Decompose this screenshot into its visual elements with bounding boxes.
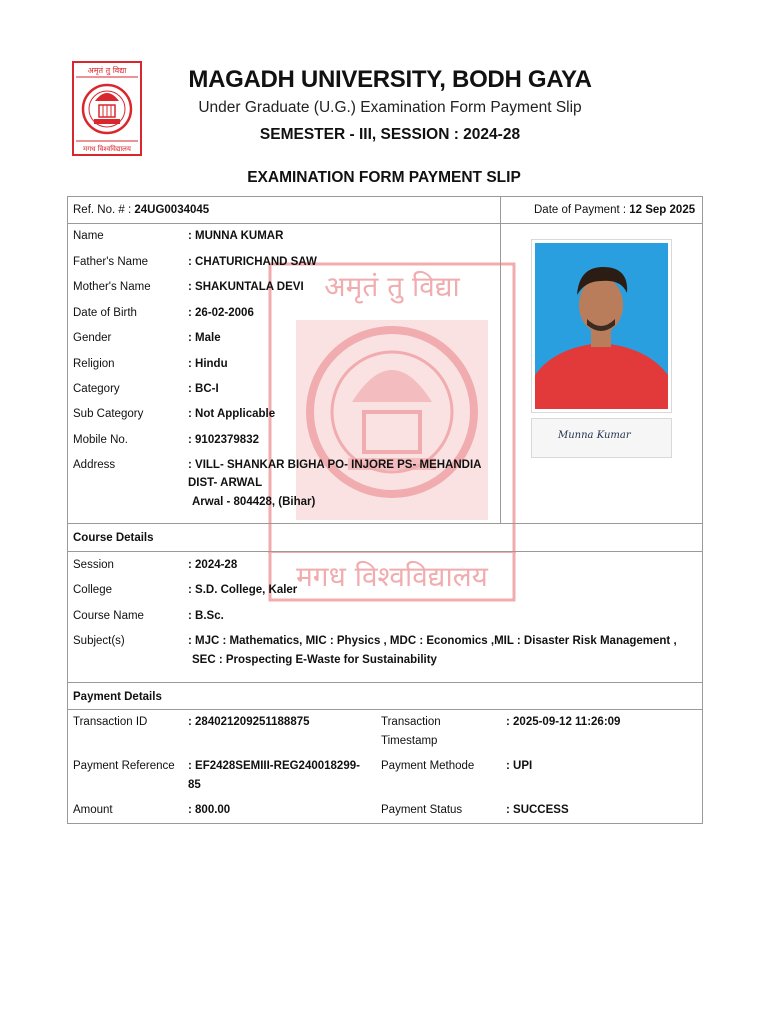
slip-title: EXAMINATION FORM PAYMENT SLIP bbox=[247, 169, 521, 186]
value-transaction-timestamp: : 2025-09-12 11:26:09 bbox=[506, 716, 621, 728]
label-course-name: Course Name bbox=[73, 610, 144, 622]
label-category: Category bbox=[73, 383, 120, 395]
value-name: : MUNNA KUMAR bbox=[188, 230, 284, 242]
signature-text: Munna Kumar bbox=[558, 430, 631, 441]
value-amount: : 800.00 bbox=[188, 804, 231, 816]
label-subjects: Subject(s) bbox=[73, 635, 125, 647]
payment-details-heading: Payment Details bbox=[73, 691, 162, 703]
value-subjects-line1: : MJC : Mathematics, MIC : Physics , MDC : Economics ,MIL : Disaster Risk Management , bbox=[188, 635, 677, 647]
row-divider bbox=[67, 709, 703, 710]
column-divider bbox=[500, 196, 501, 524]
row-divider bbox=[67, 551, 703, 552]
label-transaction-timestamp-2: Timestamp bbox=[381, 735, 438, 747]
value-payment-method: : UPI bbox=[506, 760, 533, 772]
label-name: Name bbox=[73, 230, 104, 242]
value-father-name: : CHATURICHAND SAW bbox=[188, 256, 317, 268]
university-name: MAGADH UNIVERSITY, BODH GAYA bbox=[188, 66, 592, 93]
label-session: Session bbox=[73, 559, 114, 571]
row-divider bbox=[67, 523, 703, 524]
label-transaction-timestamp-1: Transaction bbox=[381, 716, 441, 728]
payment-date: Date of Payment : 12 Sep 2025 bbox=[534, 204, 696, 216]
label-college: College bbox=[73, 584, 112, 596]
label-payment-reference: Payment Reference bbox=[73, 760, 175, 772]
label-dob: Date of Birth bbox=[73, 307, 137, 319]
university-logo bbox=[72, 61, 142, 156]
value-address-line3: Arwal - 804428, (Bihar) bbox=[192, 496, 316, 508]
value-session: : 2024-28 bbox=[188, 559, 238, 571]
value-address-line1: : VILL- SHANKAR BIGHA PO- INJORE PS- MEHANDIA bbox=[188, 459, 482, 471]
value-course-name: : B.Sc. bbox=[188, 610, 224, 622]
value-payment-reference-1: : EF2428SEMIII-REG240018299- bbox=[188, 760, 360, 772]
letterhead bbox=[160, 64, 620, 145]
value-payment-status: : SUCCESS bbox=[506, 804, 569, 816]
value-mother-name: : SHAKUNTALA DEVI bbox=[188, 281, 304, 293]
watermark-name: मगध विश्वविद्यालय bbox=[296, 560, 488, 593]
value-category: : BC-I bbox=[188, 383, 219, 395]
label-payment-status: Payment Status bbox=[381, 804, 463, 816]
label-mother-name: Mother's Name bbox=[73, 281, 151, 293]
value-college: : S.D. College, Kaler bbox=[188, 584, 298, 596]
value-religion: : Hindu bbox=[188, 358, 228, 370]
row-divider bbox=[67, 223, 703, 224]
value-mobile: : 9102379832 bbox=[188, 434, 259, 446]
photo-image bbox=[535, 243, 668, 409]
label-address: Address bbox=[73, 459, 116, 471]
form-subtitle: Under Graduate (U.G.) Examination Form Payment Slip bbox=[198, 99, 582, 116]
label-amount: Amount bbox=[73, 804, 113, 816]
label-sub-category: Sub Category bbox=[73, 408, 144, 420]
logo-name: मगध विश्वविद्यालय bbox=[83, 145, 131, 153]
value-payment-reference-2: 85 bbox=[188, 779, 201, 791]
row-divider bbox=[67, 682, 703, 683]
label-religion: Religion bbox=[73, 358, 115, 370]
value-address-line2: DIST- ARWAL bbox=[188, 477, 263, 489]
label-gender: Gender bbox=[73, 332, 112, 344]
semester-session: SEMESTER - III, SESSION : 2024-28 bbox=[259, 126, 521, 143]
value-sub-category: : Not Applicable bbox=[188, 408, 276, 420]
course-details-heading: Course Details bbox=[73, 532, 154, 544]
label-payment-method: Payment Methode bbox=[381, 760, 475, 772]
label-transaction-id: Transaction ID bbox=[73, 716, 148, 728]
candidate-signature bbox=[531, 418, 672, 458]
label-mobile: Mobile No. bbox=[73, 434, 128, 446]
watermark-motto: अमृतं तु विद्या bbox=[324, 270, 460, 303]
ref-no: Ref. No. # : 24UG0034045 bbox=[73, 204, 210, 216]
value-transaction-id: : 284021209251188875 bbox=[188, 716, 310, 728]
candidate-photo bbox=[531, 239, 672, 413]
value-gender: : Male bbox=[188, 332, 221, 344]
logo-motto: अमृतं तु विद्या bbox=[87, 66, 127, 75]
value-subjects-line2: SEC : Prospecting E-Waste for Sustainability bbox=[192, 654, 437, 666]
value-dob: : 26-02-2006 bbox=[188, 307, 254, 319]
label-father-name: Father's Name bbox=[73, 256, 149, 268]
